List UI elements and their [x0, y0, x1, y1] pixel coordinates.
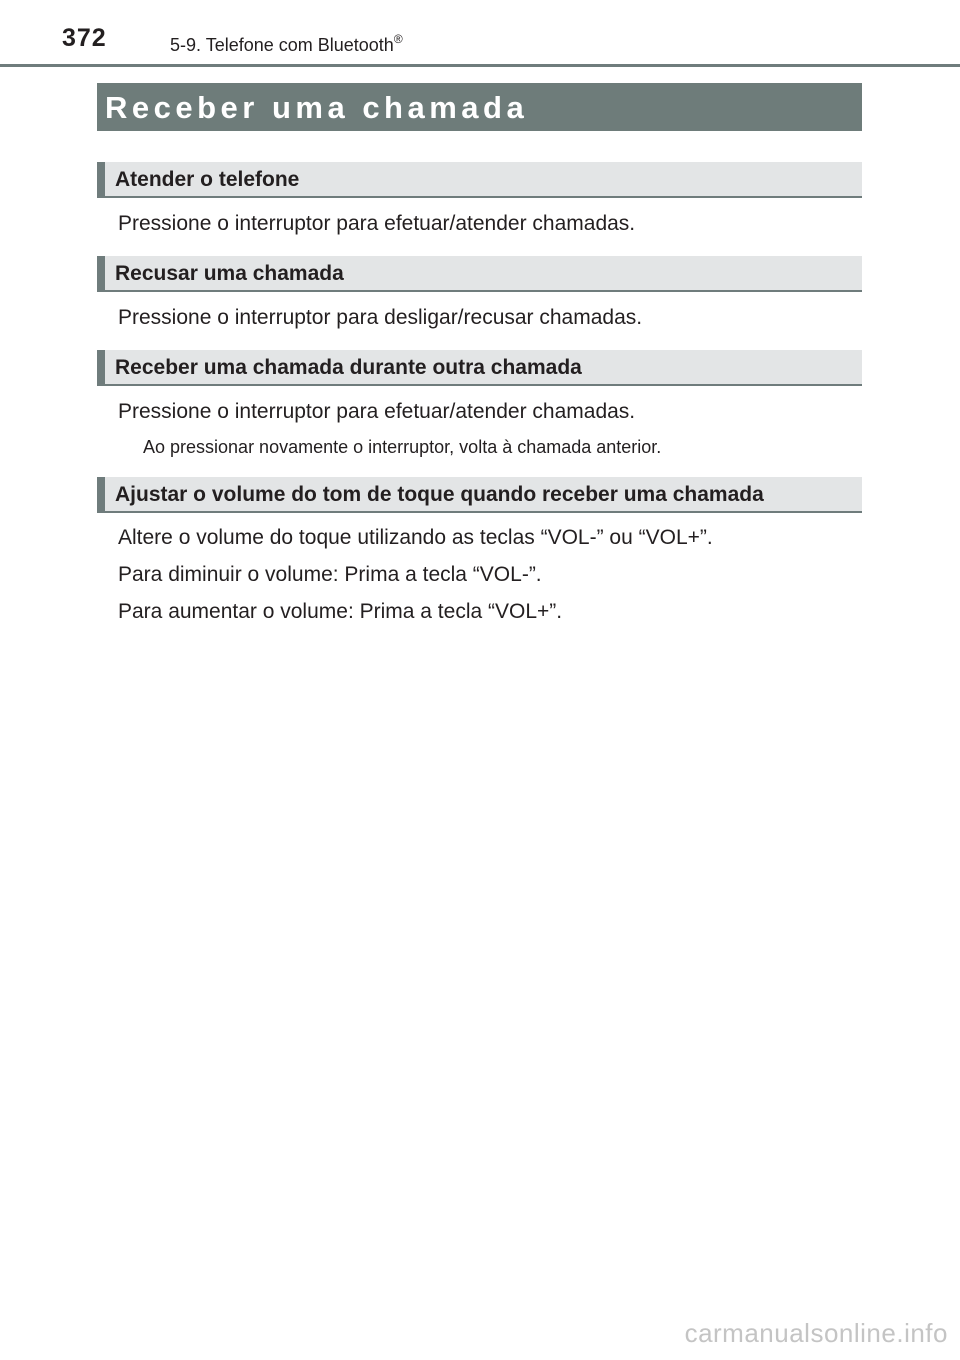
- body-paragraph: Pressione o interruptor para efetuar/atender chamadas.: [118, 400, 636, 423]
- page-header: [0, 0, 960, 68]
- body-paragraph: Para diminuir o volume: Prima a tecla “VOL-”.: [118, 563, 542, 586]
- body-paragraph: Pressione o interruptor para desligar/recusar chamadas.: [118, 306, 643, 329]
- subheading-label: Recusar uma chamada: [115, 262, 344, 285]
- subheading-label: Receber uma chamada durante outra chamada: [115, 356, 582, 379]
- running-title-text: 5-9. Telefone com Bluetooth: [170, 35, 394, 55]
- subheading-call-waiting: [97, 350, 862, 386]
- section-title: Receber uma chamada: [105, 90, 529, 125]
- watermark: carmanualsonline.info: [684, 1318, 948, 1348]
- subheading-reject-call: [97, 256, 862, 292]
- subheading-ringtone-volume: [97, 477, 862, 513]
- page-number: 372: [62, 24, 107, 52]
- body-paragraph: Pressione o interruptor para efetuar/atender chamadas.: [118, 212, 636, 235]
- body-paragraph: Para aumentar o volume: Prima a tecla “VOL+”.: [118, 600, 563, 623]
- registered-mark: ®: [393, 32, 403, 46]
- subheading-answer-phone: [97, 162, 862, 198]
- running-title: [170, 32, 403, 56]
- note-paragraph: Ao pressionar novamente o interruptor, volta à chamada anterior.: [143, 437, 662, 457]
- subheading-label: Atender o telefone: [115, 168, 300, 191]
- section-banner: [97, 83, 862, 131]
- header-divider: [0, 64, 960, 67]
- body-paragraph: Altere o volume do toque utilizando as teclas “VOL-” ou “VOL+”.: [118, 526, 713, 549]
- subheading-label: Ajustar o volume do tom de toque quando receber uma chamada: [115, 483, 764, 506]
